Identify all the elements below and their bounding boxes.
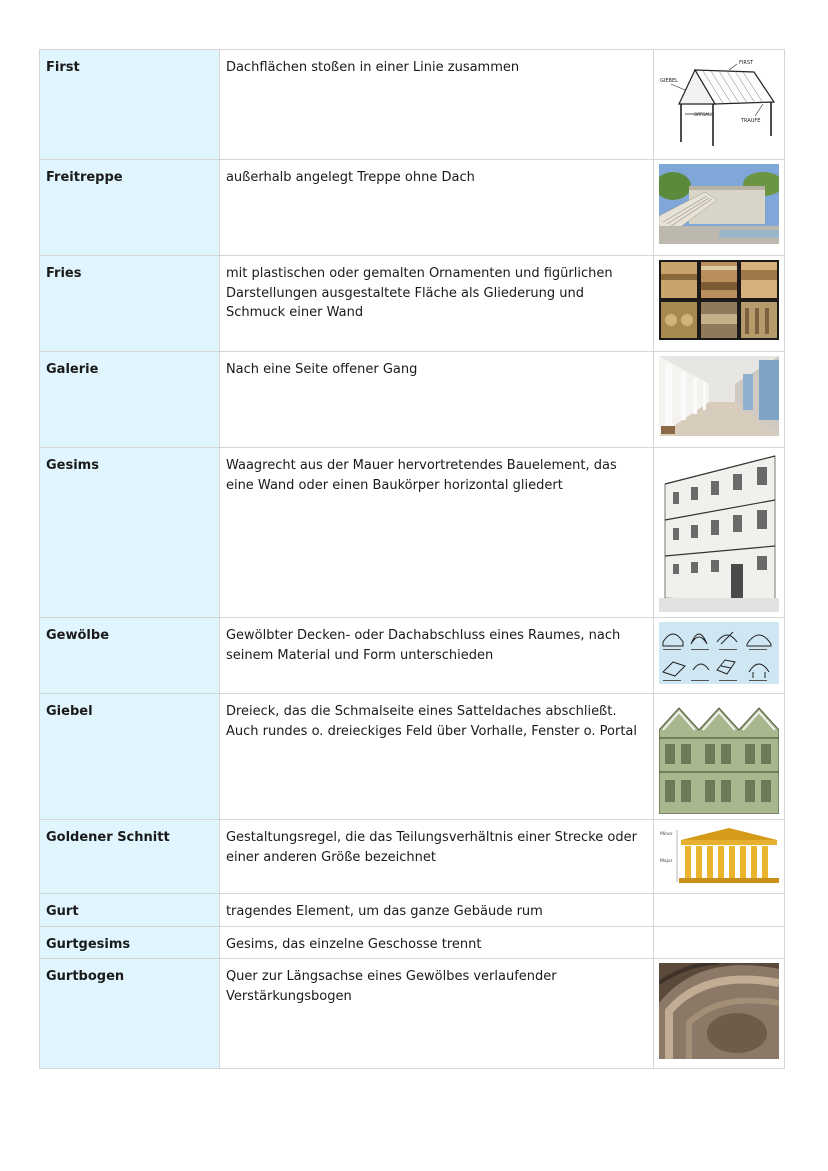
gallery-corridor-image [659,356,779,436]
term-cell: Gesims [40,448,220,618]
image-cell [654,820,785,894]
table-row [40,894,785,927]
frieze-collage-image [659,260,779,340]
table-row [40,352,785,448]
label-giebel: GIEBEL [660,78,679,84]
image-cell [654,618,785,694]
table-row [40,820,785,894]
definition-cell: Gewölbter Decken- oder Dachabschluss eines Raumes, nach seinem Material und Form unterschieden [219,618,653,694]
term-cell: First [40,50,220,160]
label-minor: Minor [660,832,673,837]
table-row [40,618,785,694]
term-cell: Giebel [40,694,220,820]
definition-cell: Waagrecht aus der Mauer hervortretendes Bauelement, das eine Wand oder einen Baukörper horizontal gliedert [219,448,653,618]
table-row [40,50,785,160]
image-cell [654,926,785,959]
term-cell: Galerie [40,352,220,448]
term-cell: Freitreppe [40,160,220,256]
definition-cell: mit plastischen oder gemalten Ornamenten und figürlichen Darstellungen ausgestaltete Fläche als Gliederung und Schmuck einer Wand [219,256,653,352]
glossary-table [39,49,785,1069]
image-cell [654,894,785,927]
palazzo-facade-image [659,452,779,612]
definition-cell: Dreieck, das die Schmalseite eines Satteldaches abschließt. Auch rundes o. dreieckiges Feld über Vorhalle, Fenster o. Portal [219,694,653,820]
label-first: FIRST [739,60,754,66]
term-cell: Goldener Schnitt [40,820,220,894]
table-row [40,926,785,959]
golden-temple-image [659,824,779,888]
image-cell [654,256,785,352]
image-cell [654,694,785,820]
definition-cell: Quer zur Längsachse eines Gewölbes verlaufender Verstärkungsbogen [219,959,653,1069]
table-row [40,959,785,1069]
table-row [40,160,785,256]
image-cell [654,160,785,256]
definition-cell: Gesims, das einzelne Geschosse trennt [219,926,653,959]
definition-cell: tragendes Element, um das ganze Gebäude rum [219,894,653,927]
term-cell: Gewölbe [40,618,220,694]
roof-sketch-image [659,54,779,152]
label-major: Major [660,859,673,864]
term-cell: Gurt [40,894,220,927]
image-cell [654,50,785,160]
label-traufe: TRAUFE [741,118,761,124]
gabled-house-image [659,698,779,814]
image-cell [654,959,785,1069]
image-cell [654,448,785,618]
definition-cell: Nach eine Seite offener Gang [219,352,653,448]
label-ortgang: ORTGANG [694,112,715,117]
term-cell: Gurtbogen [40,959,220,1069]
table-row [40,448,785,618]
term-cell: Fries [40,256,220,352]
outdoor-staircase-image [659,164,779,244]
transverse-arch-image [659,963,779,1059]
definition-cell: außerhalb angelegt Treppe ohne Dach [219,160,653,256]
definition-cell: Gestaltungsregel, die das Teilungsverhältnis einer Strecke oder einer anderen Größe bezeichnet [219,820,653,894]
image-cell [654,352,785,448]
term-cell: Gurtgesims [40,926,220,959]
vault-types-image [659,622,779,684]
definition-cell: Dachflächen stoßen in einer Linie zusammen [219,50,653,160]
table-row [40,694,785,820]
table-row [40,256,785,352]
